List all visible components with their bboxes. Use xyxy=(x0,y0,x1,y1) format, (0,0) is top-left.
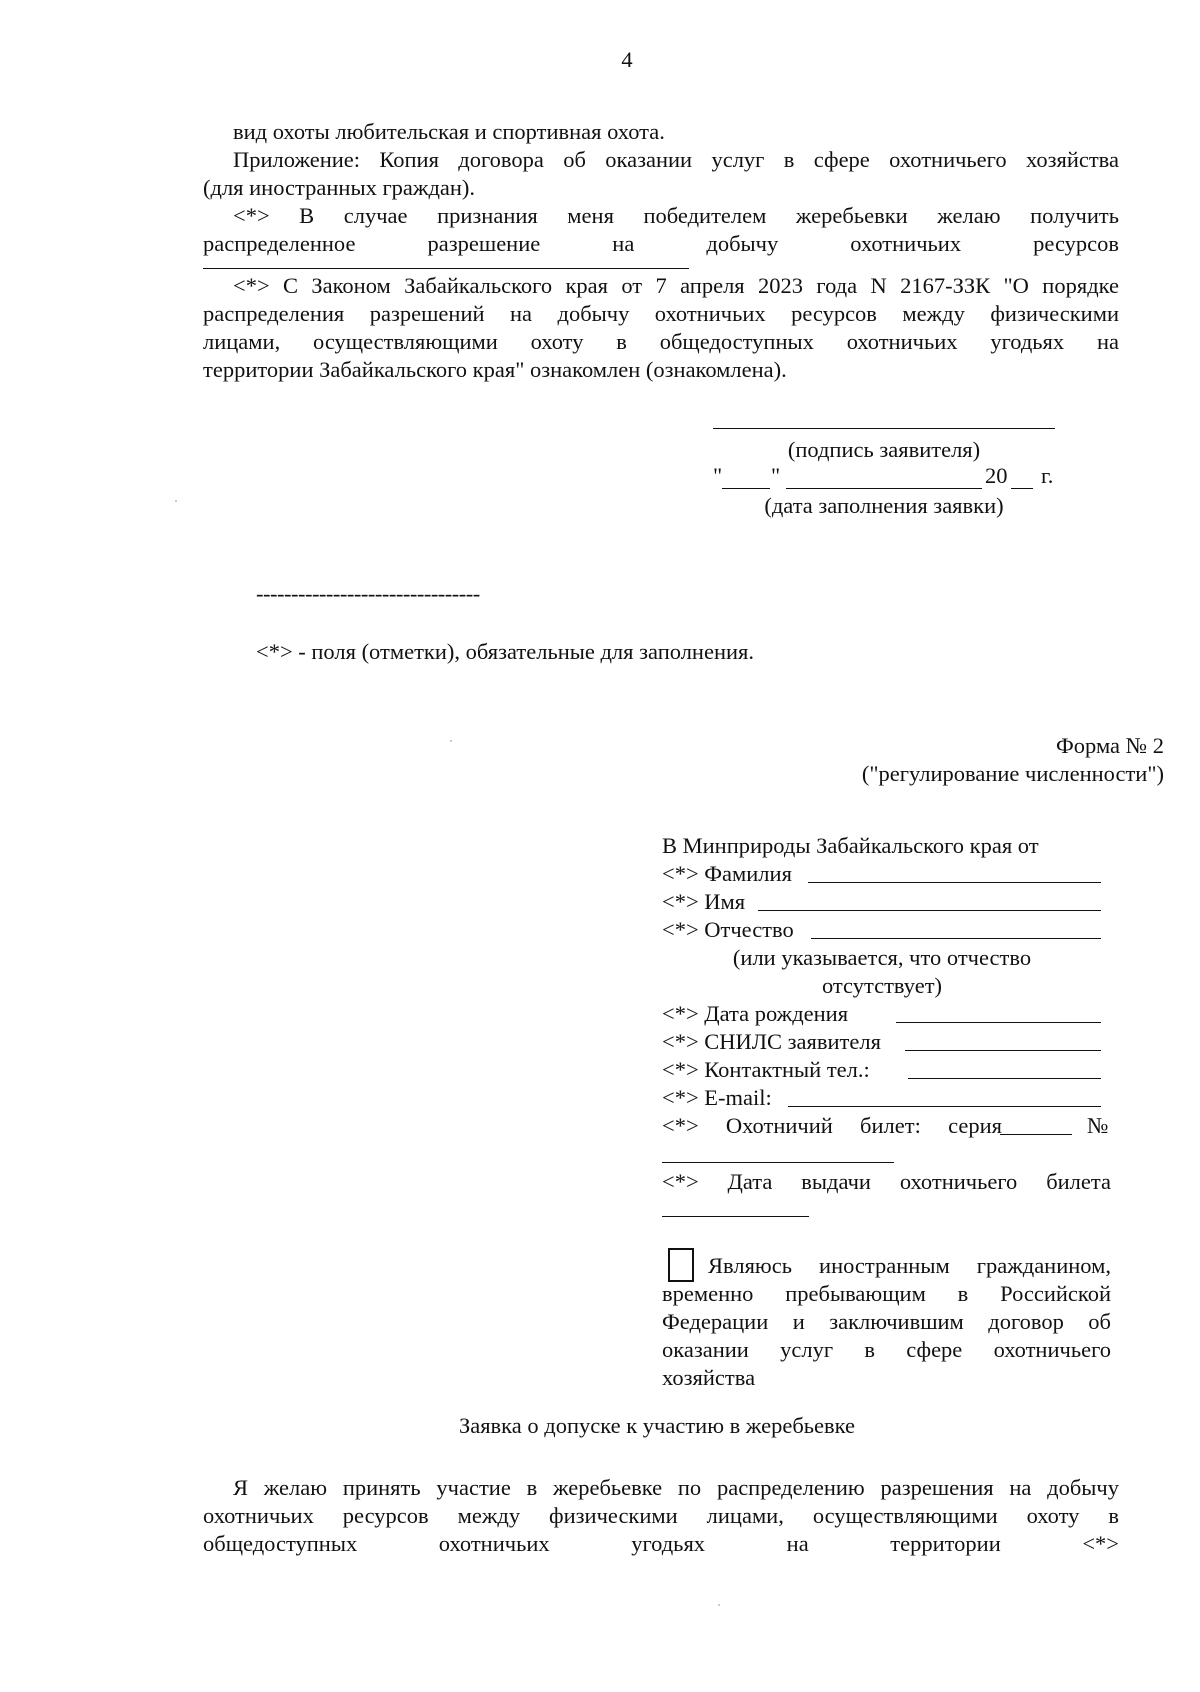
scan-speck xyxy=(718,1604,720,1606)
signature-caption: (подпись заявителя) xyxy=(787,437,981,462)
birth-date-label: <*> Дата рождения xyxy=(662,1001,849,1026)
ticket-issue-date-field[interactable] xyxy=(662,1216,809,1217)
phone-label: <*> Контактный тел.: xyxy=(662,1057,870,1082)
form-number: Форма № 2 xyxy=(1056,733,1164,758)
year-prefix: 20 xyxy=(985,463,1008,488)
application-text-1: Я желаю принять участие в жеребьевке по распределению разрешения на добычу xyxy=(233,1475,1119,1500)
addressee: В Минприроды Забайкальского края от xyxy=(662,833,1039,858)
page-number: 4 xyxy=(621,47,633,72)
application-text-3: общедоступных охотничьих угодьях на территории <*> xyxy=(203,1531,1119,1556)
ticket-number-field[interactable] xyxy=(662,1162,894,1163)
name-label: <*> Имя xyxy=(662,889,746,914)
law-notice-line-1: <*> С Законом Забайкальского края от 7 апреля 2023 года N 2167-ЗЗК "О порядке xyxy=(233,273,1119,298)
winner-wish-line: <*> В случае признания меня победителем жеребьевки желаю получить xyxy=(233,203,1119,228)
foreigner-checkbox[interactable] xyxy=(668,1248,694,1282)
law-notice-line-3: лицами, осуществляющими охоту в общедоступных охотничьих угодьях на xyxy=(203,329,1119,354)
patronymic-field[interactable] xyxy=(811,938,1101,939)
birth-date-field[interactable] xyxy=(896,1022,1101,1023)
patronymic-note-1: (или указывается, что отчество xyxy=(732,945,1032,970)
ticket-number-sign: № xyxy=(1087,1113,1109,1138)
foreigner-text-1: Являюсь иностранным гражданином, xyxy=(708,1253,1111,1278)
law-notice-line-4: территории Забайкальского края" ознакомлен (ознакомлена). xyxy=(203,357,787,382)
email-label: <*> E-mail: xyxy=(662,1085,772,1110)
date-quote-open: " xyxy=(713,463,723,488)
scan-speck xyxy=(450,740,452,742)
foreigner-text-4: оказании услуг в сфере охотничьего xyxy=(662,1337,1111,1362)
date-quote-close: " xyxy=(771,463,781,488)
law-notice-line-2: распределения разрешений на добычу охотничьих ресурсов между физическими xyxy=(203,301,1119,326)
surname-label: <*> Фамилия xyxy=(662,861,792,886)
footnote-text: <*> - поля (отметки), обязательные для заполнения. xyxy=(256,639,755,664)
hunting-type-line: вид охоты любительская и спортивная охота. xyxy=(233,119,665,144)
month-blank xyxy=(786,488,982,489)
winner-wish-line-cont: распределенное разрешение на добычу охотничьих ресурсов xyxy=(203,231,1119,256)
signature-line xyxy=(713,428,1055,429)
name-field[interactable] xyxy=(758,910,1101,911)
day-blank xyxy=(722,488,770,489)
foreigner-text-2: временно пребывающим в Российской xyxy=(662,1281,1111,1306)
scan-speck xyxy=(175,500,177,502)
foreigner-text-5: хозяйства xyxy=(662,1365,756,1390)
year-blank xyxy=(1011,488,1033,489)
email-field[interactable] xyxy=(788,1106,1101,1107)
attachment-line-cont: (для иностранных граждан). xyxy=(203,175,476,200)
patronymic-label: <*> Отчество xyxy=(662,917,794,942)
phone-field[interactable] xyxy=(908,1078,1101,1079)
attachment-line: Приложение: Копия договора об оказании услуг в сфере охотничьего хозяйства xyxy=(233,147,1119,172)
patronymic-note-2: отсутствует) xyxy=(821,973,943,998)
ticket-series-field[interactable] xyxy=(1000,1134,1072,1135)
year-suffix: г. xyxy=(1041,463,1054,488)
application-title: Заявка о допуске к участию в жеребьевке xyxy=(458,1413,856,1438)
foreigner-text-3: Федерации и заключившим договор об xyxy=(662,1309,1111,1334)
snils-label: <*> СНИЛС заявителя xyxy=(662,1029,881,1054)
ticket-issue-date-label: <*> Дата выдачи охотничьего билета xyxy=(662,1169,1111,1194)
date-caption: (дата заполнения заявки) xyxy=(764,493,1004,518)
surname-field[interactable] xyxy=(808,882,1101,883)
form-subtitle: ("регулирование численности") xyxy=(861,761,1164,786)
permit-blank-line xyxy=(203,268,689,269)
snils-field[interactable] xyxy=(905,1050,1101,1051)
application-text-2: охотничьих ресурсов между физическими лицами, осуществляющими охоту в xyxy=(203,1503,1119,1528)
footnote-separator: -------------------------------- xyxy=(256,581,480,606)
hunting-ticket-label: <*> Охотничий билет: серия xyxy=(662,1113,1002,1138)
